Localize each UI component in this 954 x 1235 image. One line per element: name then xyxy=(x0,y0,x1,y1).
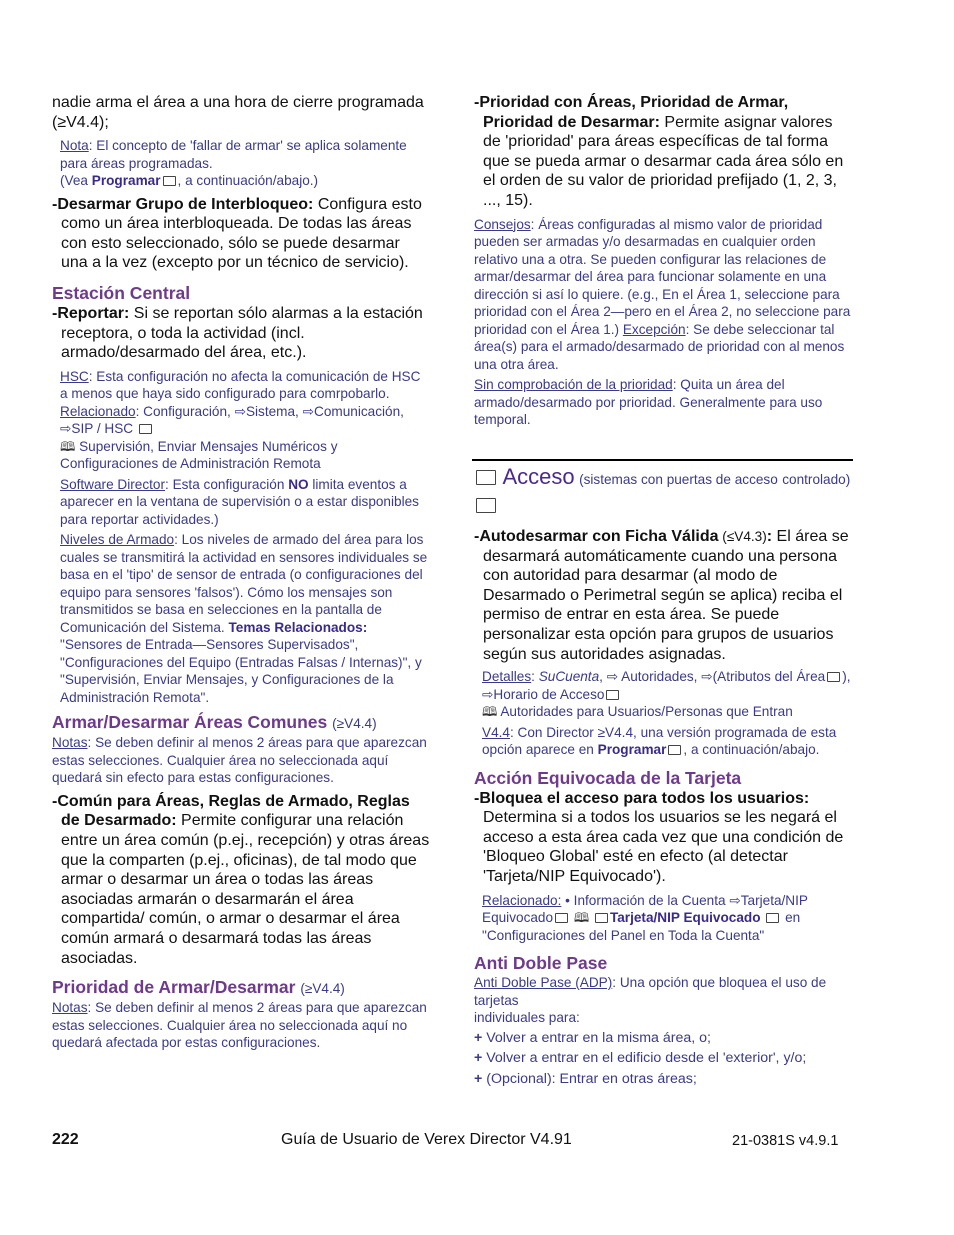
right-column xyxy=(474,93,854,429)
note: Software Director: Esta configuración NO limita eventos a aparecer en la ventana de supervisión o a estar disponibles para reportar actividades.) xyxy=(60,476,419,527)
folder-icon xyxy=(139,424,152,434)
section-divider xyxy=(472,459,853,461)
section-heading: Estación Central xyxy=(52,283,191,304)
section-heading: Prioridad de Armar/Desarmar (≥V4.4) xyxy=(52,977,345,998)
report-option: -Reportar: Si se reportan sólo alarmas a la estación receptora, o toda la actividad (incl. armado/desarmado del área, etc.). xyxy=(52,305,423,362)
note: Nota: El concepto de 'fallar de armar' se aplica solamente para áreas programadas. (Vea Programar , a continuación/abajo.) xyxy=(60,138,407,189)
note: Niveles de Armado: Los niveles de armado del área para los cuales se transmitirá la actividad en sensores individuales se basa en el 'tipo' de sensor de entrada (o configuraciones del equipo para sensores 'falsos'). Cómo los mensajes son transmitidos se basa en selecciones en la pantalla de Comunicación del Sistema. Temas Relacionados: "Sensores de Entrada—Sensores Supervisados", "Configuraciones del Equipo (Entradas Falsas / Internas)", y "Supervisión, Enviar Mensajes, y Configuraciones de la Administración Remota". xyxy=(60,532,428,705)
book-icon: 🕮 xyxy=(60,438,76,454)
folder-icon xyxy=(595,913,608,923)
section-heading: Anti Doble Pase xyxy=(474,953,608,974)
folder-icon xyxy=(476,498,496,513)
folder-icon xyxy=(827,672,840,682)
list-item: + (Opcional): Entrar en otras áreas; xyxy=(474,1070,697,1087)
section-heading: Armar/Desarmar Áreas Comunes (≥V4.4) xyxy=(52,712,377,733)
paragraph: nadie arma el área a una hora de cierre programada (≥V4.4); xyxy=(52,94,424,131)
book-icon: 🕮 xyxy=(482,704,498,720)
list-item: + Volver a entrar en el edificio desde el 'exterior', y/o; xyxy=(474,1050,807,1067)
footer-doc-id: 21-0381S v4.9.1 xyxy=(732,1133,839,1149)
interlock-option: -Desarmar Grupo de Interbloqueo: Configura esto como un área interbloqueada. De todas las áreas con esto seleccionado, sólo se puede desarmar una a la vez (excepto por un técnico de servicio). xyxy=(52,195,422,272)
folder-icon xyxy=(555,913,568,923)
folder-icon xyxy=(163,176,176,186)
folder-icon xyxy=(606,690,619,700)
note: Anti Doble Pase (ADP): Una opción que bloquea el uso de tarjetas individuales para: xyxy=(474,975,827,1026)
autodisarm-option: -Autodesarmar con Ficha Válida (≤V4.3): El área se desarmará automáticamente cuando una persona con autoridad para desarmar (al modo de Desarmado o Perimetral según se aplica) reciba el permiso de entrar en esta área. Se puede personalizar esta opción para grupos de usuarios según sus autoridades asignadas. xyxy=(474,528,849,663)
note: HSC: Esta configuración no afecta la comunicación de HSC a menos que haya sido configurado para comrpobarlo. Relacionado: Configuración, ⇨Sistema, ⇨Comunicación, ⇨SIP / HSC 🕮 Supervisión, Enviar Mensajes Numéricos y Configuraciones de Administración Remota xyxy=(60,368,421,472)
list-item: + Volver a entrar en la misma área, o; xyxy=(474,1029,711,1046)
lockout-option: -Bloquea el acceso para todos los usuarios: Determina si a todos los usuarios se les negará el acceso a esta área cada vez que una condición de 'Bloqueo Global' esté en efecto (al detectar 'Tarjeta/NIP Equivocado'). xyxy=(474,789,844,886)
common-option: -Común para Áreas, Reglas de Armado, Reglas de Desarmado: Permite configurar una relación entre un área común (p.ej., recepción) y otras áreas que la comparten (p.ej., oficinas), de tal modo que armar o desarmar un área o todas las áreas asociadas armarán o desarmarán el área compartida/ común, o armar o desarmar el área común armará o desarmará todas las áreas asociadas. xyxy=(52,792,430,967)
section-title: Acceso (sistemas con puertas de acceso controlado) xyxy=(474,463,854,522)
note: Sin comprobación de la prioridad: Quita un área del armado/desarmado por prioridad. Generalmente para uso temporal. xyxy=(474,377,823,428)
note: V4.4: Con Director ≥V4.4, una versión programada de esta opción aparece en Programar , a continuación/abajo. xyxy=(482,724,837,758)
page-number: 222 xyxy=(52,1131,79,1148)
priority-option: -Prioridad con Áreas, Prioridad de Armar, Prioridad de Desarmar: Permite asignar valores de 'prioridad' para áreas específicas de tal forma que se pueda armar o desarmar cada área sólo en el orden de su valor de prioridad prefijado (1, 2, 3, ..., 15). xyxy=(474,94,844,209)
folder-icon xyxy=(476,470,496,485)
note: Detalles: SuCuenta, ⇨ Autoridades, ⇨(Atributos del Área ), ⇨Horario de Acceso 🕮 Autoridades para Usuarios/Personas que Entran xyxy=(482,669,851,720)
note: Relacionado: • Información de la Cuenta ⇨Tarjeta/NIP Equivocado 🕮 Tarjeta/NIP Equivocado en "Configuraciones del Panel en Toda la Cuenta" xyxy=(482,892,808,943)
note: Consejos: Áreas configuradas al mismo valor de prioridad pueden ser armadas y/o desarmadas en cualquier orden relativo una a otra. Se pueden configurar las relaciones de armar/desarmar del área para funcionar solamente en una dirección si así lo quiere. (e.g., En el Área 1, seleccione para prioridad con el Área 2—pero en el Área 2, no seleccione para prioridad con el Área 1.) Excepción: Se debe seleccionar tal área(s) para el armado/desarmado de prioridad con al menos una otra área. xyxy=(474,216,851,372)
note: Notas: Se deben definir al menos 2 áreas para que aparezcan estas selecciones. Cualquier área no seleccionada aquí no quedará afectada por estas configuraciones. xyxy=(52,1000,427,1051)
section-heading: Acción Equivocada de la Tarjeta xyxy=(474,767,742,788)
right-column-lower xyxy=(474,463,854,1089)
note: Notas: Se deben definir al menos 2 áreas para que aparezcan estas selecciones. Cualquier área no seleccionada aquí quedará sin efecto para estas configuraciones. xyxy=(52,735,427,786)
book-icon: 🕮 xyxy=(573,910,590,926)
folder-icon xyxy=(668,745,681,755)
footer-title: Guía de Usuario de Verex Director V4.91 xyxy=(281,1131,572,1148)
left-column xyxy=(52,93,430,1052)
folder-icon xyxy=(766,913,779,923)
